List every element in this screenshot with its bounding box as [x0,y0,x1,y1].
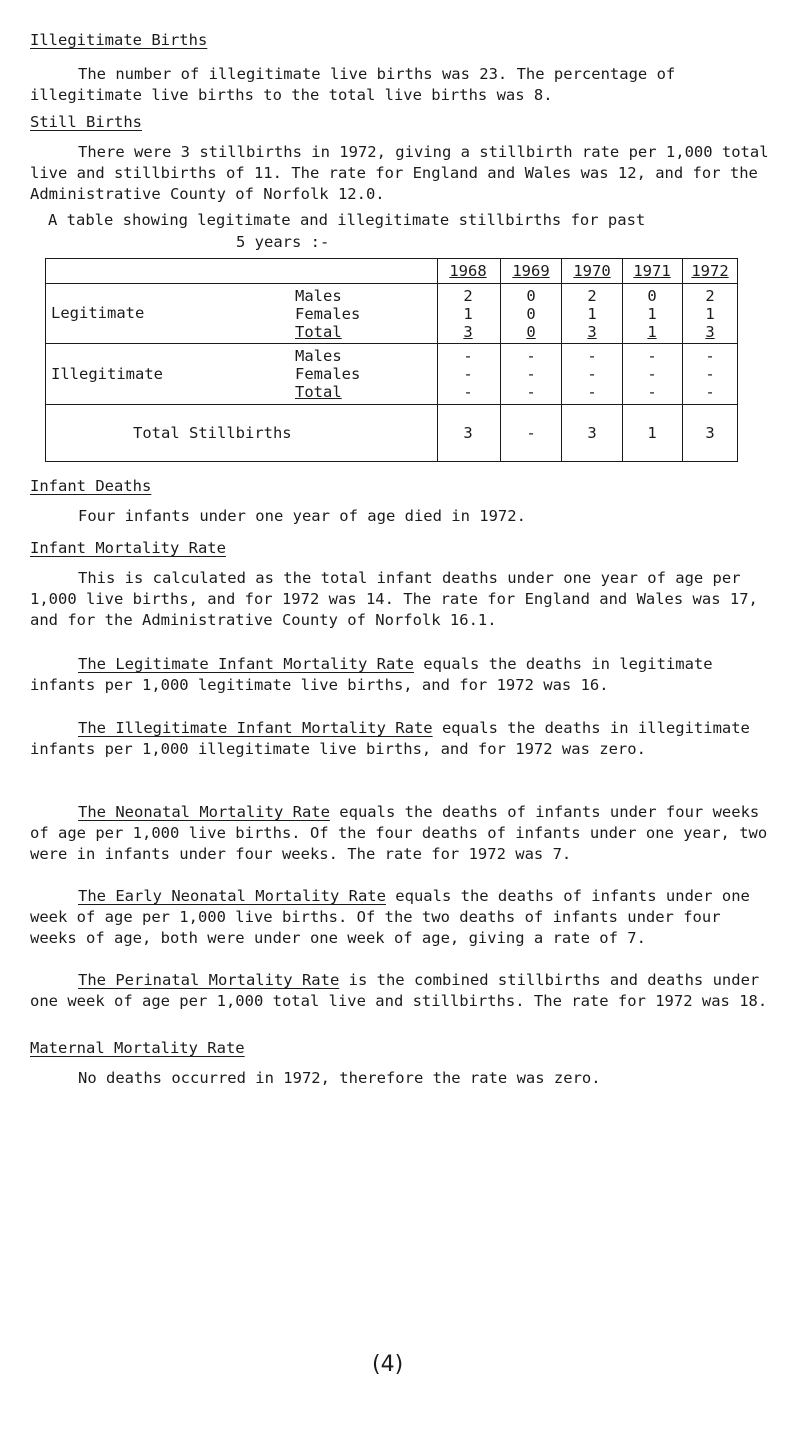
rule-col-1970 [561,258,562,462]
value-cell: - [587,365,597,383]
value-cell: 0 [526,287,536,305]
value-cell: 3 [587,424,597,442]
para-legitimate-imr [30,654,775,696]
year-header: 1971 [633,262,671,280]
value-cell: - [587,383,597,401]
value-cell: - [647,365,657,383]
para-still-births: There were 3 stillbirths in 1972, giving a stillbirth rate per 1,000 total live and stillbirths of 11. The rate for England and Wales was 12, and for the Administrative County of Norfolk 12.0. [30,143,769,203]
year-header: 1970 [573,262,611,280]
heading-illegitimate-births: Illegitimate Births [30,31,208,49]
value-cell: - [463,383,473,401]
para-infant-deaths: Four infants under one year of age died in 1972. [78,507,526,525]
value-cell: - [587,347,597,365]
rule-col-1971 [622,258,623,462]
heading-maternal-mortality-rate: Maternal Mortality Rate [30,1039,245,1057]
text-illegitimate-imr: equals the deaths in illegitimate infants per 1,000 illegitimate live births, and for 1972 was zero. [30,719,750,758]
value-cell: 3 [463,424,473,442]
para-neonatal [30,802,775,865]
table-intro-line2: 5 years :- [236,233,330,251]
value-cell: 0 [526,323,536,341]
rule-legitimate [45,343,738,344]
term-legitimate-imr: The Legitimate Infant Mortality Rate [78,655,414,673]
value-cell: 1 [647,424,657,442]
year-header: 1969 [512,262,550,280]
text-perinatal: is the combined stillbirths and deaths under one week of age per 1,000 total live and stillbirths. The rate for 1972 was 18. [30,971,768,1010]
value-cell: - [526,383,536,401]
value-cell: - [463,347,473,365]
para-illegitimate-births: The number of illegitimate live births was 23. The percentage of illegitimate live births to the total live births was 8. [30,65,676,104]
para-maternal: No deaths occurred in 1972, therefore the rate was zero. [78,1069,601,1087]
year-header: 1972 [691,262,729,280]
heading-infant-deaths: Infant Deaths [30,477,152,495]
value-cell: 3 [705,323,715,341]
stillbirth-table [45,258,738,462]
year-header: 1968 [449,262,487,280]
value-cell: 2 [705,287,715,305]
row-label: Total [295,383,342,401]
value-cell: - [463,365,473,383]
value-cell: 1 [647,305,657,323]
term-illegitimate-imr: The Illegitimate Infant Mortality Rate [78,719,433,737]
value-cell: - [526,347,536,365]
value-cell: - [705,365,715,383]
group-label-legitimate: Legitimate [51,304,145,322]
para-infant-mortality-rate: This is calculated as the total infant deaths under one year of age per 1,000 live births, and for 1972 was 14. The rate for England and Wales was 17, and for the Administrative County of Norfolk 16.1. [30,569,758,629]
table-intro-line1: A table showing legitimate and illegitimate stillbirths for past [48,211,646,229]
value-cell: 2 [587,287,597,305]
value-cell: 0 [526,305,536,323]
value-cell: 1 [463,305,473,323]
row-label: Males [295,287,342,305]
value-cell: - [647,383,657,401]
text-legitimate-imr: equals the deaths in legitimate infants per 1,000 legitimate live births, and for 1972 was 16. [30,655,713,694]
para-illegitimate-imr [30,718,775,760]
row-label: Females [295,305,361,323]
rule-illegitimate [45,404,738,405]
value-cell: - [526,365,536,383]
value-cell: 2 [463,287,473,305]
row-label: Females [295,365,361,383]
page-number: (4) [372,1352,404,1377]
value-cell: - [705,347,715,365]
value-cell: 3 [587,323,597,341]
term-neonatal: The Neonatal Mortality Rate [78,803,330,821]
term-perinatal: The Perinatal Mortality Rate [78,971,340,989]
term-early-neonatal: The Early Neonatal Mortality Rate [78,887,386,905]
value-cell: - [647,347,657,365]
value-cell: - [705,383,715,401]
row-label: Total [295,323,342,341]
rule-header [45,283,738,284]
text-early-neonatal: equals the deaths of infants under one week of age per 1,000 live births. Of the two deaths of infants under four weeks of age, both were under one week of age, giving a rate of 7. [30,887,750,947]
text-neonatal: equals the deaths of infants under four weeks of age per 1,000 live births. Of the four deaths of infants under one year, two were in infants under four weeks. The rate for 1972 was 7. [30,803,768,863]
value-cell: 1 [587,305,597,323]
para-early-neonatal [30,886,775,949]
heading-still-births: Still Births [30,113,142,131]
heading-infant-mortality-rate: Infant Mortality Rate [30,539,226,557]
rule-col-1972 [682,258,683,462]
value-cell: 3 [463,323,473,341]
group-label-illegitimate: Illegitimate [51,365,163,383]
rule-col-1969 [500,258,501,462]
value-cell: 1 [705,305,715,323]
para-perinatal [30,970,775,1012]
value-cell: 3 [705,424,715,442]
rule-col-1968 [437,258,438,462]
value-cell: 0 [647,287,657,305]
total-row-label: Total Stillbirths [133,424,292,442]
value-cell: - [526,424,536,442]
row-label: Males [295,347,342,365]
value-cell: 1 [647,323,657,341]
